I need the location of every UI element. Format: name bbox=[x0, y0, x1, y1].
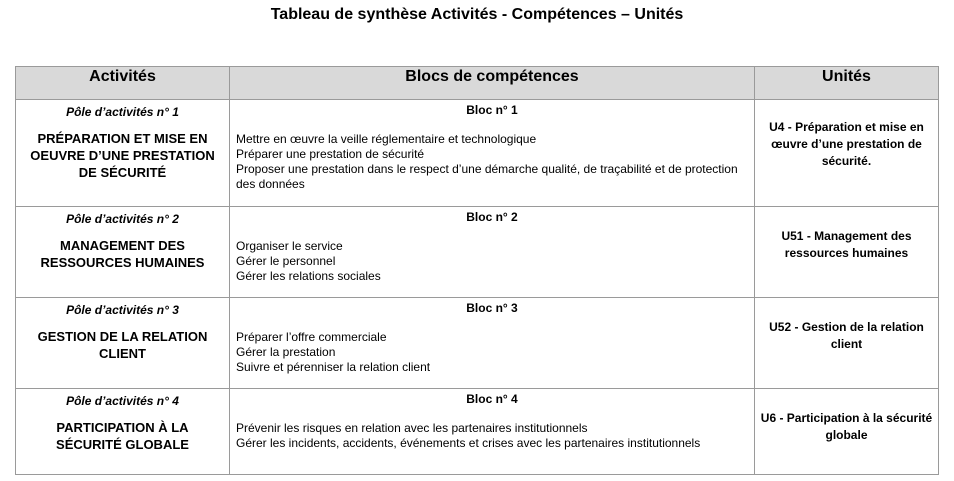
competence-item: Suivre et pérenniser la relation client bbox=[236, 360, 431, 374]
competence-item: Gérer la prestation bbox=[236, 345, 336, 359]
competences-cell bbox=[230, 207, 755, 298]
competence-item: Gérer les incidents, accidents, événements et crises avec les partenaires institutionnels bbox=[236, 436, 701, 450]
pole-label: Pôle d’activités n° 1 bbox=[66, 105, 179, 119]
header-unites: Unités bbox=[755, 67, 939, 100]
unit-cell bbox=[755, 389, 939, 475]
competences-cell bbox=[230, 298, 755, 389]
bloc-label: Bloc n° 3 bbox=[466, 301, 518, 315]
competences-cell bbox=[230, 389, 755, 475]
bloc-label: Bloc n° 1 bbox=[466, 103, 518, 117]
competence-item: Proposer une prestation dans le respect d’une démarche qualité, de traçabilité et de protection des données bbox=[236, 162, 738, 191]
header-blocs: Blocs de compétences bbox=[230, 67, 755, 100]
table-row bbox=[16, 389, 939, 475]
table-row bbox=[16, 298, 939, 389]
competence-item: Préparer l’offre commerciale bbox=[236, 330, 387, 344]
bloc-label: Bloc n° 4 bbox=[466, 392, 518, 406]
activity-cell bbox=[16, 100, 230, 207]
unit-label: - Participation à la sécurité globale bbox=[776, 411, 933, 442]
competence-item: Gérer le personnel bbox=[236, 254, 336, 268]
pole-label: Pôle d’activités n° 2 bbox=[66, 212, 179, 226]
unit-label: - Management des ressources humaines bbox=[784, 229, 912, 260]
table-row bbox=[16, 100, 939, 207]
unit-cell bbox=[755, 100, 939, 207]
competence-item: Préparer une prestation de sécurité bbox=[236, 147, 425, 161]
table-row bbox=[16, 207, 939, 298]
unit-cell bbox=[755, 298, 939, 389]
unit-code: U6 bbox=[760, 411, 777, 425]
competence-item: Prévenir les risques en relation avec les partenaires institutionnels bbox=[236, 421, 588, 435]
unit-code: U4 bbox=[769, 120, 785, 134]
activity-cell bbox=[16, 298, 230, 389]
unit-code: U52 bbox=[769, 320, 792, 334]
unit-label: - Préparation et mise en œuvre d’une prestation de sécurité. bbox=[771, 120, 924, 168]
activity-name: PARTICIPATION À LA SÉCURITÉ GLOBALE bbox=[56, 420, 189, 452]
pole-label: Pôle d’activités n° 4 bbox=[66, 394, 179, 408]
activity-name: MANAGEMENT DES RESSOURCES HUMAINES bbox=[40, 238, 205, 270]
competence-item: Mettre en œuvre la veille réglementaire et technologique bbox=[236, 132, 537, 146]
pole-label: Pôle d’activités n° 3 bbox=[66, 303, 179, 317]
competences-cell bbox=[230, 100, 755, 207]
activity-name: GESTION DE LA RELATION CLIENT bbox=[37, 329, 208, 361]
activity-cell bbox=[16, 389, 230, 475]
competence-item: Gérer les relations sociales bbox=[236, 269, 381, 283]
unit-cell bbox=[755, 207, 939, 298]
bloc-label: Bloc n° 2 bbox=[466, 210, 518, 224]
header-activites: Activités bbox=[16, 67, 230, 100]
competence-item: Organiser le service bbox=[236, 239, 343, 253]
unit-label: - Gestion de la relation client bbox=[791, 320, 924, 351]
table-header-row bbox=[16, 67, 939, 100]
unit-code: U51 bbox=[781, 229, 804, 243]
activity-cell bbox=[16, 207, 230, 298]
synthesis-table bbox=[15, 66, 939, 475]
activity-name: PRÉPARATION ET MISE EN OEUVRE D’UNE PRESTATION DE SÉCURITÉ bbox=[30, 131, 215, 180]
page-title: Tableau de synthèse Activités - Compétences – Unités bbox=[270, 6, 684, 23]
